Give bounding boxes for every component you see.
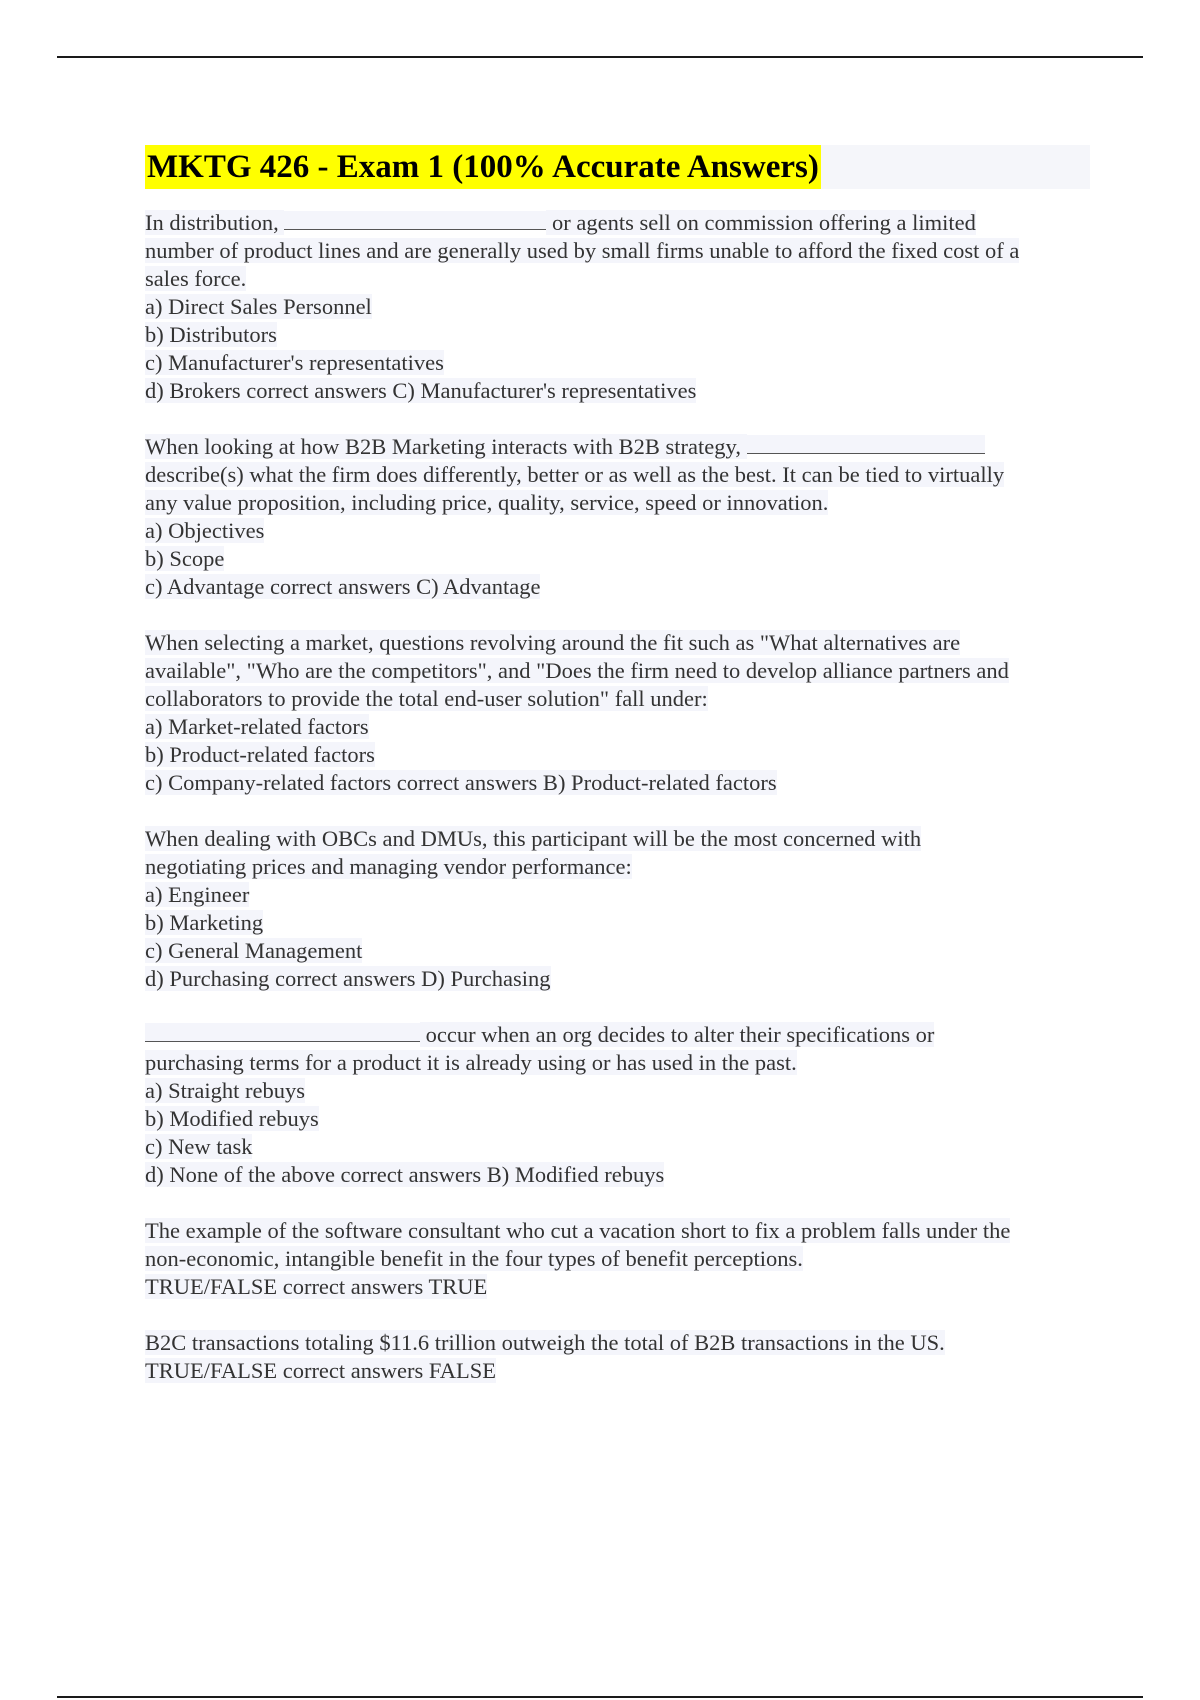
- question-line: [145, 237, 1090, 265]
- fill-in-blank: [145, 1023, 420, 1042]
- line-text: any value proposition, including price, quality, service, speed or innovation.: [145, 490, 829, 515]
- line-text: purchasing terms for a product it is already using or has used in the past.: [145, 1050, 797, 1075]
- question-line: [145, 265, 1090, 293]
- question-line: [145, 377, 1090, 405]
- question-line: [145, 713, 1090, 741]
- line-text: number of product lines and are generally used by small firms unable to afford the fixed cost of a: [145, 238, 1020, 263]
- title-bar: [145, 145, 1090, 189]
- question-block: [145, 1021, 1090, 1189]
- question-line: [145, 685, 1090, 713]
- question-block: [145, 629, 1090, 797]
- line-text: c) New task: [145, 1134, 253, 1159]
- question-line: [145, 433, 1090, 461]
- question-line: [145, 657, 1090, 685]
- question-line: [145, 881, 1090, 909]
- question-line: [145, 1329, 1090, 1357]
- line-text: a) Straight rebuys: [145, 1078, 305, 1103]
- line-text: b) Product-related factors: [145, 742, 375, 767]
- question-line: [145, 853, 1090, 881]
- line-text: a) Objectives: [145, 518, 265, 543]
- question-line: [145, 461, 1090, 489]
- top-rule: [57, 56, 1143, 58]
- line-text: B2C transactions totaling $11.6 trillion outweigh the total of B2B transactions in the US.: [145, 1330, 945, 1355]
- line-text: a) Engineer: [145, 882, 250, 907]
- line-text-before-blank: In distribution,: [145, 210, 285, 235]
- question-line: [145, 909, 1090, 937]
- fill-in-blank: [747, 435, 985, 454]
- question-line: [145, 1245, 1090, 1273]
- line-text-before-blank: When looking at how B2B Marketing interacts with B2B strategy,: [145, 434, 747, 459]
- line-text: d) Purchasing correct answers D) Purchasing: [145, 966, 551, 991]
- fill-in-blank: [284, 211, 546, 230]
- line-text: b) Scope: [145, 546, 225, 571]
- line-text-after-blank: or agents sell on commission offering a limited: [546, 210, 976, 235]
- line-text: The example of the software consultant who cut a vacation short to fix a problem falls under the: [145, 1218, 1011, 1243]
- line-text: c) General Management: [145, 938, 363, 963]
- question-line: [145, 1217, 1090, 1245]
- question-line: [145, 1161, 1090, 1189]
- question-line: [145, 489, 1090, 517]
- line-text: c) Advantage correct answers C) Advantage: [145, 574, 541, 599]
- question-line: [145, 321, 1090, 349]
- line-text: available", "Who are the competitors", and "Does the firm need to develop alliance partners and: [145, 658, 1009, 683]
- question-line: [145, 741, 1090, 769]
- question-line: [145, 629, 1090, 657]
- line-text: b) Marketing: [145, 910, 264, 935]
- line-text: non-economic, intangible benefit in the four types of benefit perceptions.: [145, 1246, 803, 1271]
- question-block: [145, 1329, 1090, 1385]
- question-line: [145, 517, 1090, 545]
- question-line: [145, 965, 1090, 993]
- question-line: [145, 1133, 1090, 1161]
- question-line: [145, 573, 1090, 601]
- line-text: a) Direct Sales Personnel: [145, 294, 372, 319]
- question-list: [145, 209, 1090, 1385]
- line-text: a) Market-related factors: [145, 714, 369, 739]
- line-text-after-blank: occur when an org decides to alter their specifications or: [420, 1022, 935, 1047]
- line-text: When dealing with OBCs and DMUs, this participant will be the most concerned with: [145, 826, 922, 851]
- document-body: [145, 145, 1090, 1413]
- line-text: describe(s) what the firm does differently, better or as well as the best. It can be tied to virtually: [145, 462, 1005, 487]
- line-text: c) Manufacturer's representatives: [145, 350, 444, 375]
- question-line: [145, 1105, 1090, 1133]
- question-line: [145, 1357, 1090, 1385]
- question-line: [145, 1077, 1090, 1105]
- question-line: [145, 1049, 1090, 1077]
- question-line: [145, 1273, 1090, 1301]
- question-block: [145, 209, 1090, 405]
- line-text: negotiating prices and managing vendor performance:: [145, 854, 632, 879]
- question-line: [145, 209, 1090, 237]
- line-text: collaborators to provide the total end-user solution" fall under:: [145, 686, 708, 711]
- question-block: [145, 825, 1090, 993]
- line-text: When selecting a market, questions revolving around the fit such as "What alternatives are: [145, 630, 961, 655]
- line-text: d) None of the above correct answers B) Modified rebuys: [145, 1162, 665, 1187]
- question-line: [145, 825, 1090, 853]
- question-line: [145, 1021, 1090, 1049]
- question-block: [145, 1217, 1090, 1301]
- line-text: d) Brokers correct answers C) Manufacturer's representatives: [145, 378, 697, 403]
- question-line: [145, 349, 1090, 377]
- line-text: TRUE/FALSE correct answers TRUE: [145, 1274, 488, 1299]
- bottom-rule: [57, 1696, 1143, 1698]
- question-line: [145, 293, 1090, 321]
- line-text: b) Distributors: [145, 322, 277, 347]
- line-text: TRUE/FALSE correct answers FALSE: [145, 1358, 496, 1383]
- line-text: sales force.: [145, 266, 247, 291]
- question-block: [145, 433, 1090, 601]
- question-line: [145, 545, 1090, 573]
- line-text: b) Modified rebuys: [145, 1106, 319, 1131]
- question-line: [145, 937, 1090, 965]
- line-text: c) Company-related factors correct answers B) Product-related factors: [145, 770, 777, 795]
- question-line: [145, 769, 1090, 797]
- document-title: MKTG 426 - Exam 1 (100% Accurate Answers): [145, 145, 821, 189]
